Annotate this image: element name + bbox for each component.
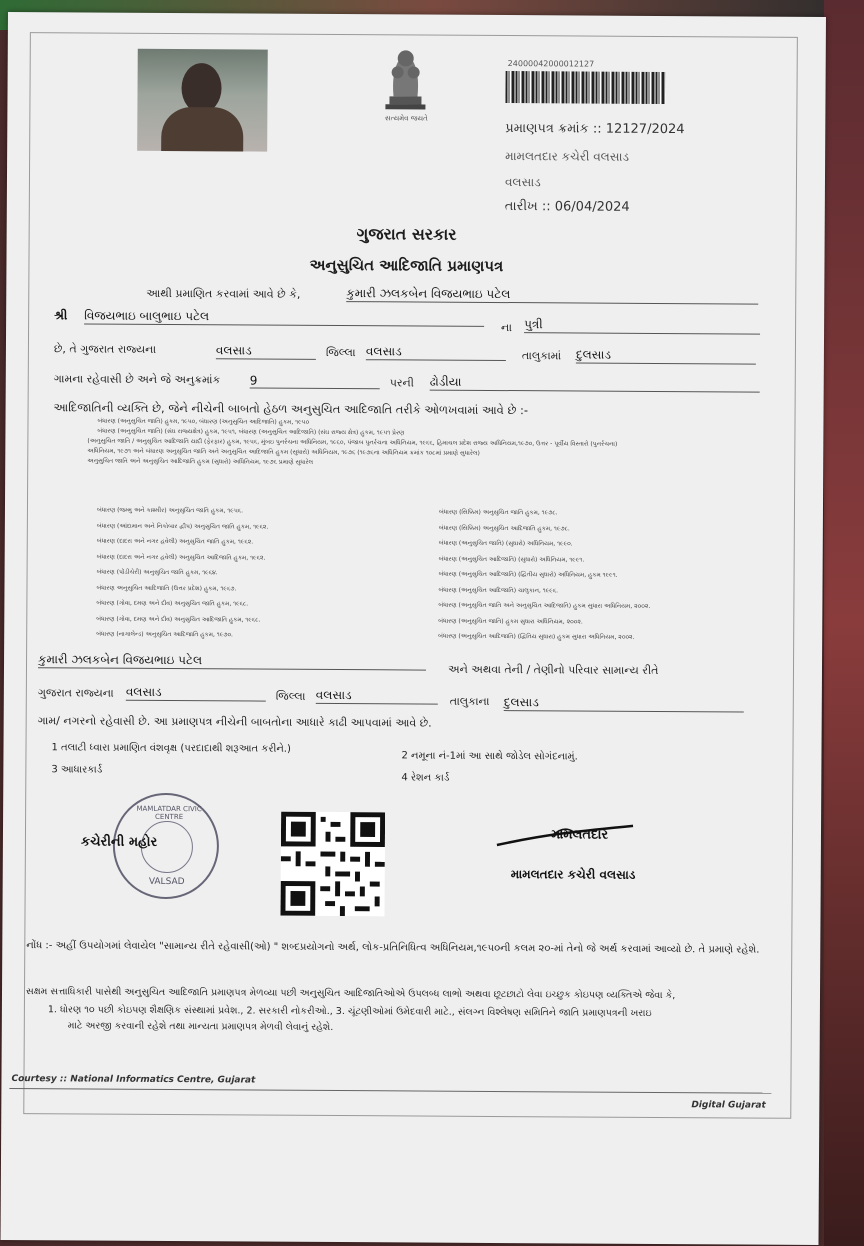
barcode-number: 24000042000012127	[507, 59, 595, 69]
qr-code	[280, 812, 385, 917]
note-text: નોંધ :- અહીં ઉપયોગમાં લેવાયેલ "સામાન્ય રીતે રહેવાસી(ઓ) " શબ્દપ્રયોગનો અર્થ, લોક-પ્રતિનિધિત્વ અધિનિયમ,૧૯૫૦ની કલમ ૨૦-માં તેનો જે અર્થ કરવામાં આવ્યો છે. તે પ્રમાણે રહેશે.	[26, 940, 760, 956]
district-value-3: વલસાડ	[126, 685, 266, 702]
legal-line: બંધારણ (અનુસુચિત જાતિ) હુકમ, ૧૯૫૦, બંધારણ (અનુસુચિત આદિજાતિ) હુકમ, ૧૯૫૦	[97, 417, 310, 426]
legal-references	[87, 417, 777, 471]
authority-end: માટે અરજી કરવાની રહેશે તથા માન્યતા પ્રમાણપત્ર મેળવી લેવાનું રહેશે.	[67, 1020, 334, 1034]
certificate-paper	[0, 12, 825, 1245]
taluka-value: દુલસાડ	[576, 347, 756, 364]
order-item: બંધારણ (અનુસુચિત જાતિ) હુકમ સુધારા અધિનિયમ, ૨૦૦૨.	[438, 617, 583, 626]
orders-left-column	[96, 503, 268, 644]
applicant-photo	[137, 49, 268, 152]
order-item: બંધારણ (અનુસુચિત આદિજાતિ) (દ્વિતીય સુધારો) અધિનિયમ, હુકમ ૧૯૯૧.	[438, 570, 618, 579]
legal-line: અધિનિયમ, ૧૯૭૧ અને બંધારણ અનુસુચિત જાતિ અને અનુસુચિત આદિજાતિ હુકમ (સુધારો) અધિનિયમ, ૧૯૭૬ (૧૯૭૬ના અધિનિયમ ક્રમાંક ૧૦૮માં પ્રમાણે સુધારેલ)	[87, 447, 480, 457]
district-label: જિલ્લા	[325, 345, 356, 360]
serial-number: 9	[250, 373, 380, 389]
taluka-label: તાલુકામાં	[521, 349, 562, 363]
tribe-value: ઢોડીયા	[430, 375, 760, 393]
emblem-motto: સત્યમેવ જયતે	[384, 114, 428, 123]
office-name: મામલતદાર કચેરી વલસાડ	[505, 149, 630, 164]
order-item: બંધારણ અનુસુચિત આદિજાતિ (ઉત્તર પ્રદેશ) હુકમ, ૧૯૬૭.	[96, 584, 237, 592]
title-government: ગુજરાત સરકાર	[356, 224, 457, 244]
state-text: છે, તે ગુજરાત રાજ્યના	[53, 342, 157, 356]
document-item: 3 આધારકાર્ડ	[51, 764, 103, 776]
order-item: બંધારણ (દાદરા અને નગર હવેલી) અનુસુચિત જાતિ હુકમ, ૧૯૬૨.	[96, 537, 254, 546]
village-text: ગામના રહેવાસી છે અને જે અનુક્રમાંક	[53, 372, 221, 387]
photo-face	[181, 63, 221, 113]
tribe-label: પરની	[389, 376, 414, 390]
orders-right-column	[438, 505, 651, 646]
taluka-value-2: દુલસાડ	[504, 695, 744, 712]
district-label-2: જિલ્લા	[275, 689, 306, 703]
authority-points: 1. ધોરણ ૧૦ પછી કોઇપણ શૈક્ષણિક સંસ્થામાં પ્રવેશ., 2. સરકારી નોકરીઓ., 3. ચૂંટણીઓમાં ઉમેદવારી માટે., સંલગ્ન વિશ્લેષણ સમિતિને જાતિ પ્રમાણપત્રની ખરાઇ	[47, 1004, 652, 1019]
office-taluka: વલસાડ	[504, 175, 541, 190]
seal-text-bottom: VALSAD	[148, 876, 185, 888]
order-item: બંધારણ (ગોવા, દમણ અને દીવ) અનુસુચિત જાતિ હુકમ, ૧૯૬૮.	[96, 599, 249, 608]
seal-label: કચેરીની મહોર	[80, 834, 158, 850]
district-value-2: વલસાડ	[366, 344, 506, 361]
father-name: વિજયભાઇ બાલુભાઇ પટેલ	[84, 308, 484, 326]
state-text-2: ગુજરાત રાજ્યના	[37, 686, 114, 700]
legal-line: બંધારણ (અનુસુચિત જાતિ) (સંઘ રાજ્યક્ષેત્ર) હુકમ, ૧૯૫૧, બંધારણ (અનુસુચિત આદિજાતિ) (સંઘ રાજ્ય ક્ષેત્ર) હુકમ, ૧૯૫૧ પ્રેરણ	[97, 427, 405, 437]
taluka-label-2: તાલુકાના	[449, 694, 490, 708]
adivasi-text: આદિજાતિની વ્યક્તિ છે, જેને નીચેની બાબતો હેઠળ અનુસુચિત આદિજાતિ તરીકે ઓળખવામાં આવે છે :-	[53, 400, 529, 418]
intro-text: આથી પ્રમાણિત કરવામાં આવે છે કે,	[146, 286, 301, 301]
order-item: બંધારણ (નાગાલેન્ડ) અનુસુચિત આદિજાતિ હુકમ, ૧૯૭૦.	[96, 630, 234, 639]
residence-text: ગામ/ નગરનો રહેવાસી છે. આ પ્રમાણપત્ર નીચેની બાબતોના આધારે કાઢી આપવામાં આવે છે.	[37, 714, 432, 730]
order-item: બંધારણ (પોંડીચેરી) અનુસુચિત જાતિ હુકમ, ૧૯૬૪.	[96, 568, 218, 577]
photo-body	[161, 107, 243, 152]
order-item: બંધારણ (અનુસુચિત આદિજાતિ) ચાલુકાન, ૧૯૯૬.	[438, 586, 559, 594]
district-value-4: વલસાડ	[316, 688, 438, 705]
legal-line: (અનુસુચિત જાતિ / અનુસુચિત આદિજાતિ યાદી (ફેરફાર) હુકમ, ૧૯૫૬, મુંબઇ પુનર્રચના અધિનિયમ, ૧૯૬૦, પંજાબ પુનર્રચના અધિનિયમ, ૧૯૬૬, હિમાચલ પ્રદેશ રાજ્ય અધિનિયમ,૧૯૭૦, ઉત્તર - પૂર્વીય વિસ્તારો (પુનર્રચના)	[87, 437, 618, 448]
order-item: બંધારણ (અનુસુચિત જાતિ) (સુધારો) અધિનિયમ, ૧૯૯૦.	[438, 539, 573, 548]
issue-date: તારીખ :: 06/04/2024	[504, 199, 630, 215]
relation: પુત્રી	[524, 317, 760, 334]
father-prefix: શ્રી	[54, 308, 68, 323]
barcode	[505, 71, 665, 104]
order-item: બંધારણ (જમ્મુ અને કાશ્મીર) અનુસુચિત જાતિ હુકમ, ૧૯૫૬.	[96, 506, 244, 515]
applicant-name-2: કુમારી ઝલકબેન વિજયભાઇ પટેલ	[38, 652, 426, 670]
applicant-name: કુમારી ઝલકબેન વિજયભાઇ પટેલ	[346, 286, 758, 305]
order-item: બંધારણ (દાદરા અને નગર હવેલી) અનુસુચિત આદિજાતિ હુકમ, ૧૯૬૨.	[96, 553, 266, 562]
order-item: બંધારણ (અનુસુચિત આદિજાતિ) (સુધારો) અધિનિયમ, ૧૯૯૧.	[438, 555, 585, 564]
order-item: બંધારણ (ગોવા, દમણ અને દીવ) અનુસુચિત આદિજાતિ હુકમ, ૧૯૬૮.	[96, 615, 261, 624]
order-item: બંધારણ (આંદામાન અને નિકોબાર દ્વીપ) અનુસુચિત જાતિ હુકમ, ૧૯૬૨.	[96, 522, 269, 531]
authority-note: સક્ષમ સત્તાધિકારી પાસેથી અનુસુચિત આદિજાતિ પ્રમાણપત્ર મેળવ્યા પછી અનુસુચિત આદિજાતિઓએ ઉપલબ્ધ લાભો અથવા છૂટછાટો લેવા ઇચ્છુક કોઇપણ વ્યક્તિએ જેવા કે,	[25, 986, 676, 1002]
document-item: 4 રેશન કાર્ડ	[401, 772, 450, 784]
district-value: વલસાડ	[216, 343, 316, 360]
document-item: 2 નમૂના નં-1માં આ સાથે જોડેલ સોગંદનામું.	[401, 750, 578, 763]
national-emblem-icon	[375, 44, 435, 124]
signature-office: મામલતદાર કચેરી વલસાડ	[510, 867, 636, 882]
courtesy-text: Courtesy :: National Informatics Centre, Gujarat	[11, 1074, 256, 1086]
na-label: ના	[501, 321, 513, 335]
order-item: બંધારણ (અનુસુચિત જાતિ અને અનુસુચિત આદિજાતિ) હુકમ સુધારા અધિનિયમ, ૨૦૦૨.	[438, 601, 651, 610]
legal-line: અનુસુચિત જાતિ અને અનુસુચિત આદિજાતિ હુકમ (સુધારો) અધિનિયમ, ૧૯૭૬ પ્રમાણે સુધારેલ	[87, 457, 314, 466]
order-item: બંધારણ (સિક્કિમ) અનુસુચિત આદિજાતિ હુકમ, ૧૯૭૮.	[438, 524, 570, 532]
title-certificate: અનુસુચિત આદિજાતિ પ્રમાણપત્ર	[309, 255, 504, 276]
order-item: બંધારણ (સિક્કિમ) અનુસુચિત જાતિ હુકમ, ૧૯૭૮.	[438, 508, 558, 517]
family-text: અને અથવા તેની / તેણીનો પરિવાર સામાન્ય રીતે	[447, 662, 659, 677]
signature-title: મામલતદાર	[550, 827, 609, 843]
digital-gujarat-text: Digital Gujarat	[691, 1100, 766, 1111]
seal-text-top: MAMLATDAR CIVIC CENTRE	[136, 804, 202, 822]
certificate-number: પ્રમાણપત્ર ક્રમાંક :: 12127/2024	[505, 121, 685, 138]
document-item: 1 તલાટી ધ્વારા પ્રમાણિત વંશવૃક્ષ (પરદાદાથી શરૂઆત કરીને.)	[51, 742, 291, 755]
order-item: બંધારણ (અનુસુચિત આદિજાતિ) (દ્વિતિય સુધારા) હુકમ સુધારા અધિનિયમ, ૨૦૦૨.	[438, 632, 635, 641]
background-side	[824, 0, 864, 1246]
